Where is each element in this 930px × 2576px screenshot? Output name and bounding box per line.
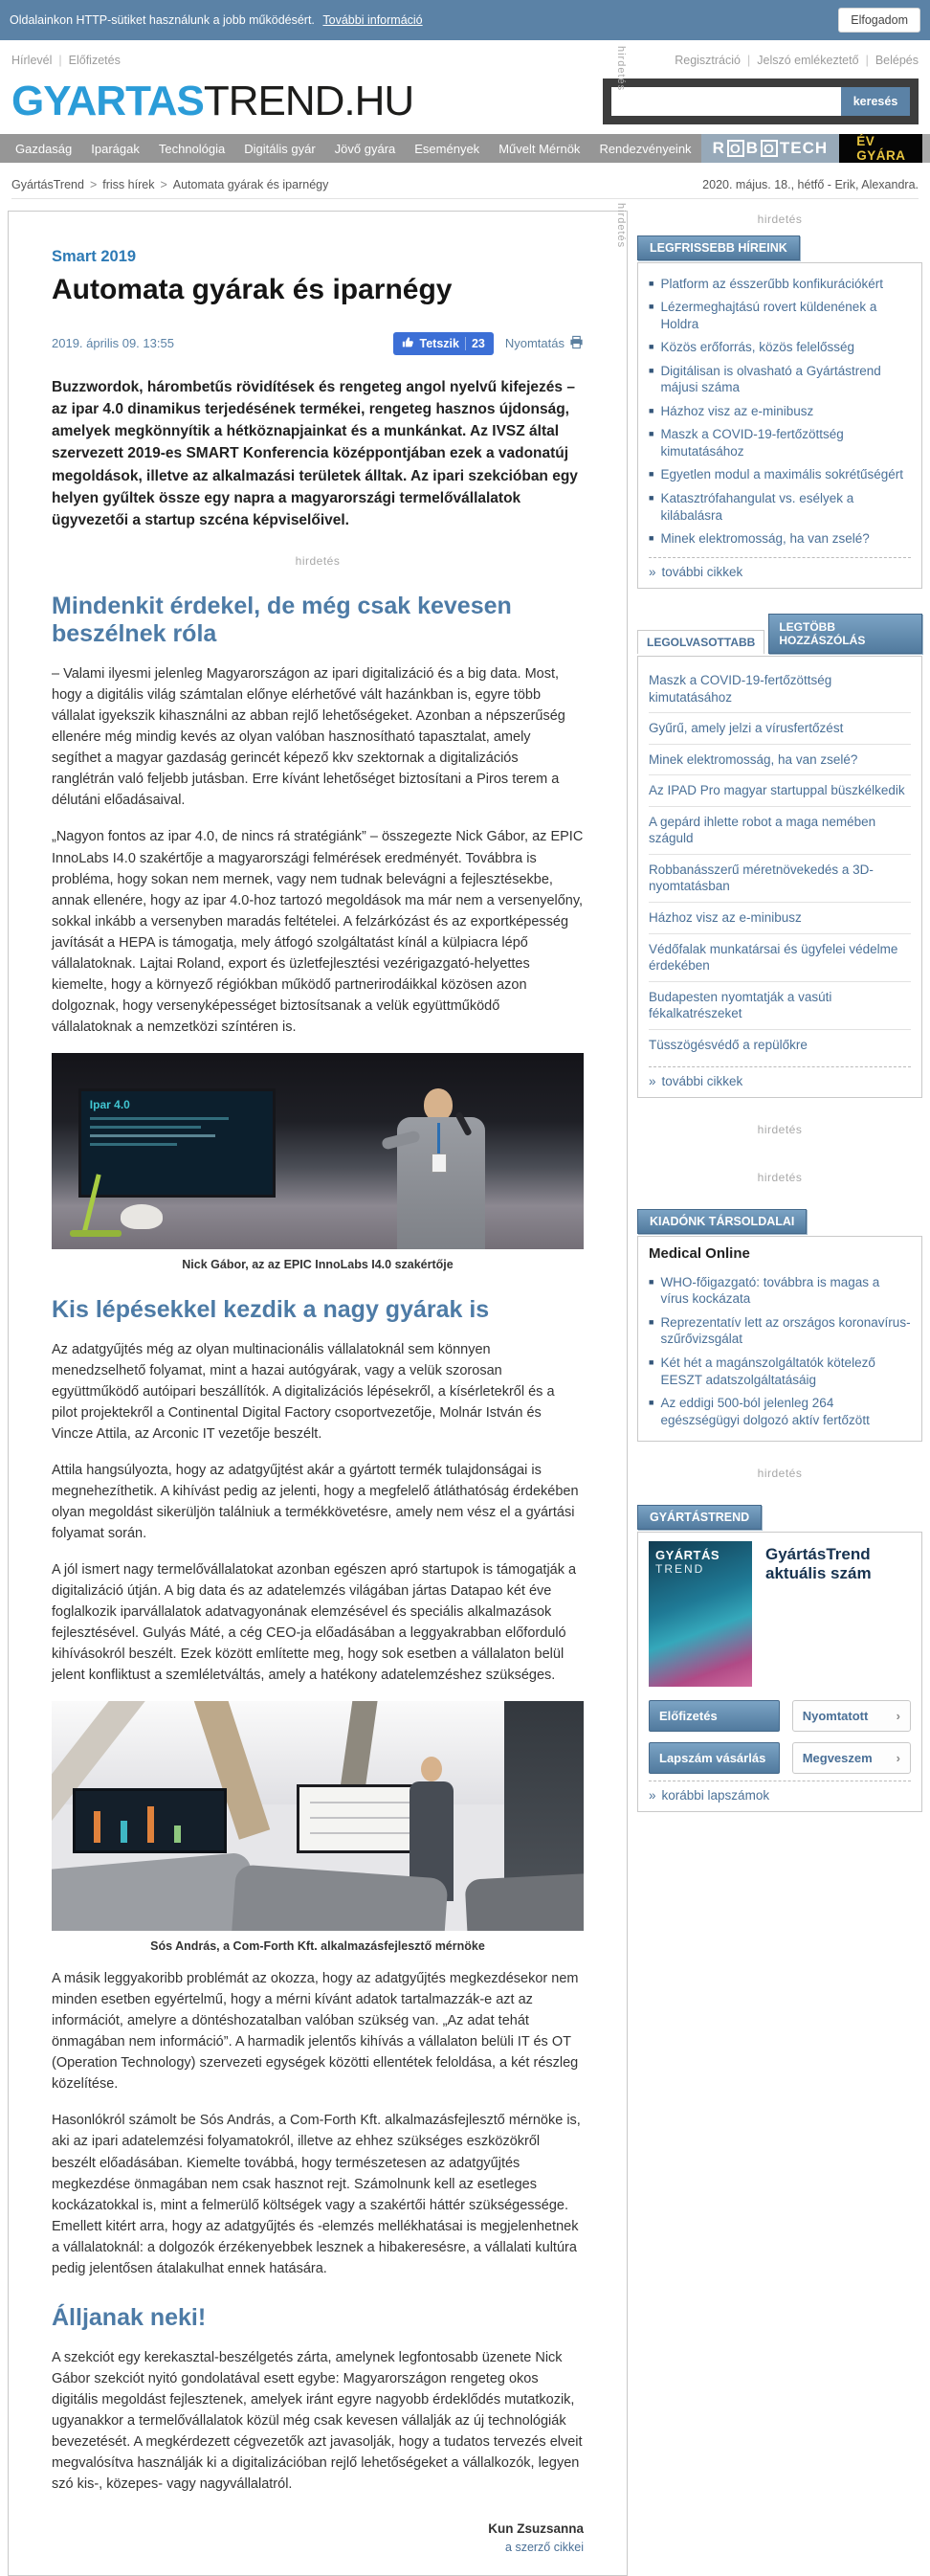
bullet-icon: ■ [649, 1276, 654, 1287]
cookie-message: Oldalainkon HTTP-sütiket használunk a jobb működésért. További információ [10, 13, 423, 27]
subscription-link[interactable]: Előfizetés [68, 54, 121, 67]
nav-item-digitalis-gyar[interactable]: Digitális gyár [244, 141, 316, 156]
like-count: 23 [465, 337, 485, 350]
nav-tail [922, 134, 930, 163]
search-input[interactable] [611, 87, 841, 116]
magazine-cover[interactable]: GYÁRTÁS TREND [649, 1541, 752, 1687]
top-links-right: Regisztráció | Jelszó emlékeztető | Belépés [675, 54, 919, 67]
article-paragraph: – Valami ilyesmi jelenleg Magyarországon az ipari digitalizáció és a big data. Most, hogy a digitális világ számtalan előnye elérhetővé vált hazánkban is, egyre több vállalat igyekszik kihasználni az abban rejlő lehetőségeket. Azonban a népszerűség ellenére még mindig kevés az olyan valóban hasznosítható tapasztalat, amely segíthet a magyar gazdaság gerincét képező kkv szektornak a digitalizációs ranglétrán való feljebb jutásban. Erre kívánt lehetőséget biztosítani a Piros terem a délutáni előadásaival. [52, 666, 565, 809]
list-item[interactable]: ■ Lézermeghajtású rovert küldenének a Holdra [649, 300, 877, 331]
bullet-icon: ■ [649, 1316, 654, 1327]
list-item[interactable]: ■ WHO-főigazgató: továbbra is magas a vírus kockázata [649, 1274, 880, 1307]
latest-news-box [637, 262, 922, 589]
article-meta [52, 332, 584, 355]
photo-caption: Nick Gábor, az az EPIC InnoLabs I4.0 szakértője [182, 1257, 454, 1271]
bullet-icon: ■ [649, 302, 654, 312]
list-item[interactable]: Védőfalak munkatársai és ügyfelei védelme érdekében [649, 934, 911, 982]
nav-item-jovo-gyara[interactable]: Jövő gyára [334, 141, 396, 156]
section-heading-1: Mindenkit érdekel, de még csak kevesen beszélnek róla [52, 593, 512, 648]
cookie-info-link[interactable]: További információ [322, 13, 423, 27]
more-articles-link[interactable]: » további cikkek [649, 1066, 911, 1088]
site-header [0, 67, 930, 134]
article [8, 211, 628, 2576]
printer-icon [569, 335, 584, 352]
list-item[interactable]: ■ Két hét a magánszolgáltatók kötelező EESZT adatszolgáltatásáig [649, 1355, 875, 1387]
register-link[interactable]: Regisztráció [675, 54, 741, 67]
author-block [52, 2521, 584, 2554]
site-logo[interactable]: GYARTASTREND.HU [11, 78, 414, 124]
newsletter-link[interactable]: Hírlevél [11, 54, 53, 67]
bullet-icon: ■ [649, 405, 654, 415]
ev-gyara-banner[interactable]: ÉV GYÁRA [839, 134, 922, 163]
ad-label-vertical: hirdetés [615, 46, 627, 92]
conference-badge [432, 1154, 447, 1173]
article-paragraph: „Nagyon fontos az ipar 4.0, de nincs rá stratégiánk” – összegezte Nick Gábor, az EPIC InnoLabs I4.0 szakértője a magyarországi felmérések eredményét. Továbbra is probléma, hogy sokan nem mernek, vagy nem tudnak belevágni a fejlesztésekbe, annak ellenére, hogy az ipar 4.0-hoz tartozó megoldások ma már nem a versenyelőny, sokkal inkább a versenyben maradás feltételei. A felzárkózást és az exportképesség javítását a HEPA is támogatja, mely átfogó szolgáltatást kínál a külpiacra lépő vállalatoknak. Lajtai Roland, export és üzletfejlesztési vezérigazgató-helyettes kiemelte, hogy a környező régiókban működő partnerirodáikkal közösen azon dolgoznak, hogy versenyképességet biztosítsanak a velük együttműködő vállalatoknak a nemzetközi színtéren is. [52, 829, 584, 1035]
list-item[interactable]: A gepárd ihlette robot a maga nemében száguld [649, 807, 911, 855]
list-item[interactable]: Házhoz visz az e-minibusz [649, 903, 911, 934]
subscribe-button[interactable]: Előfizetés [649, 1700, 780, 1732]
partner-sites-box [637, 1236, 922, 1441]
ad-label-vertical: hirdetés [615, 203, 627, 249]
list-item[interactable]: ■ Maszk a COVID-19-fertőzöttség kimutatásához [649, 427, 844, 459]
article-category[interactable]: Smart 2019 [52, 248, 137, 265]
popular-box [637, 656, 922, 1098]
ad-label: hirdetés [757, 213, 803, 226]
list-item[interactable]: ■ Minek elektromosság, ha van zselé? [649, 531, 870, 547]
bullet-icon: ■ [649, 469, 654, 480]
password-reminder-link[interactable]: Jelszó emlékeztető [757, 54, 859, 67]
main-nav [0, 134, 930, 163]
bullet-icon: ■ [649, 278, 654, 288]
wall-screen-left [73, 1788, 227, 1852]
magazine-header[interactable]: GYÁRTÁSTREND [637, 1505, 762, 1530]
chair [52, 1852, 258, 1931]
list-item[interactable]: ■ Platform az ésszerűbb konfikurációkért [649, 276, 884, 291]
nav-item-gazdasag[interactable]: Gazdaság [15, 141, 73, 156]
bullet-icon: ■ [649, 492, 654, 503]
bullet-icon: ■ [649, 533, 654, 544]
sidebar-ads [637, 1467, 922, 1480]
photo-caption: Sós András, a Com-Forth Kft. alkalmazásfejlesztő mérnöke [150, 1939, 485, 1954]
latest-news-header[interactable]: LEGFRISSEBB HÍREINK [637, 235, 800, 260]
list-item[interactable]: ■ Digitálisan is olvasható a Gyártástrend májusi száma [649, 363, 881, 395]
ad-label: hirdetés [295, 554, 341, 569]
bullet-icon: ■ [649, 342, 654, 352]
robotech-logo[interactable]: R O B O TECH [701, 134, 840, 163]
article-paragraph: A jól ismert nagy termelővállalatokat azonban egészen apró startupok is támogatják a digitalizáció útján. A big data és az adatelemzés világában jártas Datapao két éve foglalkozik iparvállalatok adatvagyonának elemzésével és speciális alkalmazások fejlesztésével. Gulyás Máté, a cég CEO-ja előadásában a leggyakrabban előforduló kihívásokról beszélt. Ezek között említette meg, hogy sok esetben a vállalaton belül jelent konfliktust a szemléletváltás, amely a hatékony adatelemzéshez szükséges. [52, 1562, 577, 1684]
double-chevron-icon: » [649, 1074, 656, 1089]
nav-item-technologia[interactable]: Technológia [158, 141, 226, 156]
ad-label: hirdetés [757, 1123, 803, 1137]
photo-sos-andras [52, 1701, 584, 1931]
list-item[interactable]: Budapesten nyomtatják a vasúti fékalkatrészeket [649, 982, 911, 1030]
purchase-button[interactable]: Megveszem › [792, 1742, 911, 1774]
list-item[interactable]: Az IPAD Pro magyar startuppal büszkélkedik [649, 775, 911, 807]
breadcrumb: GyártásTrend > friss hírek > Automata gyárak és iparnégy [11, 178, 329, 191]
magazine-section [637, 1505, 922, 1812]
ad-label: hirdetés [757, 1171, 803, 1185]
bullet-icon: ■ [649, 1357, 654, 1367]
nav-item-esemenyek[interactable]: Események [414, 141, 480, 156]
list-item[interactable]: ■ Katasztrófahangulat vs. esélyek a kilábalásra [649, 490, 854, 523]
breadcrumb-fresh-news[interactable]: friss hírek [102, 178, 155, 191]
speaker-figure [380, 1088, 504, 1249]
top-links-bar [0, 40, 930, 67]
ad-label: hirdetés [757, 1466, 803, 1480]
list-item[interactable]: ■ Közös erőforrás, közös felelősség [649, 340, 855, 355]
helmet [121, 1204, 163, 1229]
facebook-like-button[interactable]: Tetszik 23 [393, 332, 494, 355]
nav-item-muvelt-mernok[interactable]: Művelt Mérnök [498, 141, 581, 156]
print-link[interactable]: Nyomtatás [505, 335, 584, 352]
search-button[interactable]: keresés [841, 87, 910, 116]
bullet-icon: ■ [649, 1398, 654, 1408]
sidebar-ads [637, 1123, 922, 1184]
top-links-left: Hírlevél | Előfizetés [11, 54, 121, 67]
section-heading-3: Álljanak neki! [52, 2303, 207, 2331]
magazine-box [637, 1532, 922, 1812]
date-name-day: 2020. május. 18., hétfő - Erik, Alexandra. [702, 178, 919, 191]
article-date: 2019. április 09. 13:55 [52, 336, 174, 350]
photo-nick-gabor [52, 1053, 584, 1249]
chair [464, 1872, 584, 1931]
buy-issue-button[interactable]: Lapszám vásárlás [649, 1742, 780, 1774]
section-heading-2: Kis lépésekkel kezdik a nagy gyárak is [52, 1295, 490, 1323]
list-item[interactable]: ■ Az eddigi 500-ból jelenleg 264 egészségügyi dolgozó aktív fertőzött [649, 1396, 870, 1427]
bullet-icon: ■ [649, 365, 654, 375]
slide-title: Ipar 4.0 [89, 1097, 130, 1111]
breadcrumb-home[interactable]: GyártásTrend [11, 178, 84, 191]
presentation-screen [78, 1088, 276, 1198]
article-paragraph: A másik leggyakoribb problémát az okozza, hogy az adatgyűjtés megkezdésekor nem minden esetben egyértelmű, hogy a mérni kívánt adatok tartalmazzák-e azt az információt, amelyre a döntéshozatalban valóban szükség van. „Az adat tehát önmagában nem információ”. A harmadik jelentős kihívás a vállalaton belüli IT és OT (Operation Technology) szervezeti egységek közötti ellentétek feloldása, a két részleg közelítése. [52, 1971, 579, 2093]
cookie-accept-button[interactable]: Elfogadom [838, 8, 920, 33]
partner-site-name[interactable]: Medical Online [649, 1245, 750, 1263]
article-paragraph: Attila hangsúlyozta, hogy az adatgyűjtést akár a gyártott termék tulajdonságai is megnehezíthetik. A kihívást pedig az jelenti, hogy a megfelelő átláthatóság érdekében olyan megoldást sikerüljön találniuk a termékkövetésre, amely nem vész el a gyártási folyamat során. [52, 1462, 579, 1542]
list-item[interactable]: ■ Egyetlen modul a maximális sokrétűségért [649, 467, 904, 482]
author-name: Kun Zsuzsanna [488, 2520, 584, 2536]
double-chevron-icon: » [649, 1787, 656, 1803]
list-item[interactable]: Tüsszögésvédő a repülőkre [649, 1037, 808, 1052]
article-lead: Buzzwordok, hárombetűs rövidítések és rengeteg angol nyelvű kifejezés – az ipar 4.0 dinamikus terjedésének termékei, rengeteg hasznos újdonság, amelyek megkönnyítik a hétköznapjainkat és a munkánkat. Az IVSZ által szervezett 2019-es SMART Konferencia középpontjában ezek a vadonatúj megoldások, illetve az alkalmazási területek álltak. Az ipari szekcióban egy helyen gyűltek össze egy napra a magyarországi termelővállalatok ügyvezetői a startup szcéna képviselőivel. [52, 378, 578, 528]
more-articles-link[interactable]: » további cikkek [649, 557, 911, 579]
list-item[interactable]: Maszk a COVID-19-fertőzöttség kimutatásához [649, 665, 911, 713]
sidebar [637, 211, 922, 1812]
article-paragraph: A szekciót egy kerekasztal-beszélgetés zárta, amelynek legfontosabb üzenete Nick Gábor szekciót nyitó gondolatával esett egybe: Magyarországon rengeteg okos digitális megoldást fejlesztenek, amelyek iránt egyre nagyobb érdeklődés mutatkozik, ugyanakkor a termelővállalatok közül még csak kevesen vállalják az új technológiák bevezetését. A megkérdezett cégvezetők azt javasolják, hogy a tudatos tervezés elveit megvalósítva használják ki a digitalizációban rejlő lehetőségeket a vállalkozók, legyen szó kis-, közepes- vagy nagyvállalatról. [52, 2349, 583, 2492]
magazine-current-issue-title: GyártásTrend aktuális szám [765, 1544, 872, 1582]
nav-item-rendezvenyeink[interactable]: Rendezvényeink [599, 141, 692, 156]
thumb-up-icon [402, 336, 414, 351]
breadcrumb-bar [11, 178, 919, 199]
partner-sites-header[interactable]: KIADÓNK TÁRSOLDALAI [637, 1209, 807, 1234]
tab-most-comments[interactable]: LEGTÖBB HOZZÁSZÓLÁS [768, 614, 922, 654]
bullet-icon: ■ [649, 429, 654, 439]
list-item[interactable]: Robbanásszerű méretnövekedés a 3D-nyomtatásban [649, 855, 911, 903]
page-title: Automata gyárak és iparnégy [52, 274, 453, 305]
double-chevron-icon: » [649, 565, 656, 580]
previous-issues-link[interactable]: » korábbi lapszámok [649, 1781, 911, 1803]
list-item[interactable]: ■ Reprezentatív lett az országos koronavírus-szűrővizsgálat [649, 1314, 911, 1347]
author-articles-link[interactable]: a szerző cikkei [505, 2540, 584, 2554]
article-paragraph: Az adatgyűjtés még az olyan multinacionális vállalatoknál sem könnyen menedzselhető folyamat, mint a hazai autógyárak, vagy a velük szorosan együttműködő autóipari beszállítók. A digitalizációs lépésekről, a kísérletekről és a pilot projektekről a Continental Digital Factory csoportvezetője, Molnár István és Vincze Attila, az Arconic IT vezetője beszélt. [52, 1341, 555, 1442]
login-link[interactable]: Belépés [875, 54, 919, 67]
popular-tabs [637, 614, 922, 654]
article-paragraph: Hasonlókról számolt be Sós András, a Com-Forth Kft. alkalmazásfejlesztő mérnöke is, aki az ipari adatelemzési folyamatokról, illetve az ehhez szükséges eszközökről beszélt előadásában. Kiemelte továbbá, hogy természetesen az adatgyűjtés megkezdése önmagában nem csak hasznot rejt. Számolnunk kell az esetleges kockázatokkal is, mint a felmerülő költségek vagy a szakértői háttér szükségessége. Emellett kitért arra, hogy az adatgyűjtés és -elemzés mellékhatásai is megjelenhetnek a vállalatoknál: a dolgozók érzékenyebbek lesznek a hibakeresésre, a vállalati kultúra pedig jelentősen átalakulhat ennek hatására. [52, 2113, 581, 2276]
chevron-right-icon: › [896, 1708, 900, 1723]
list-item[interactable]: ■ Házhoz visz az e-minibusz [649, 403, 814, 418]
printed-button[interactable]: Nyomtatott › [792, 1700, 911, 1732]
nav-items [0, 134, 701, 163]
nav-item-iparagak[interactable]: Iparágak [91, 141, 140, 156]
tab-most-read[interactable]: LEGOLVASOTTABB [637, 630, 764, 654]
cookie-bar [0, 0, 930, 40]
chevron-right-icon: › [896, 1750, 900, 1765]
breadcrumb-current: Automata gyárak és iparnégy [172, 178, 329, 191]
list-item[interactable]: Gyűrű, amely jelzi a vírusfertőzést [649, 713, 911, 745]
search-box [603, 78, 919, 124]
list-item[interactable]: Minek elektromosság, ha van zselé? [649, 745, 911, 776]
